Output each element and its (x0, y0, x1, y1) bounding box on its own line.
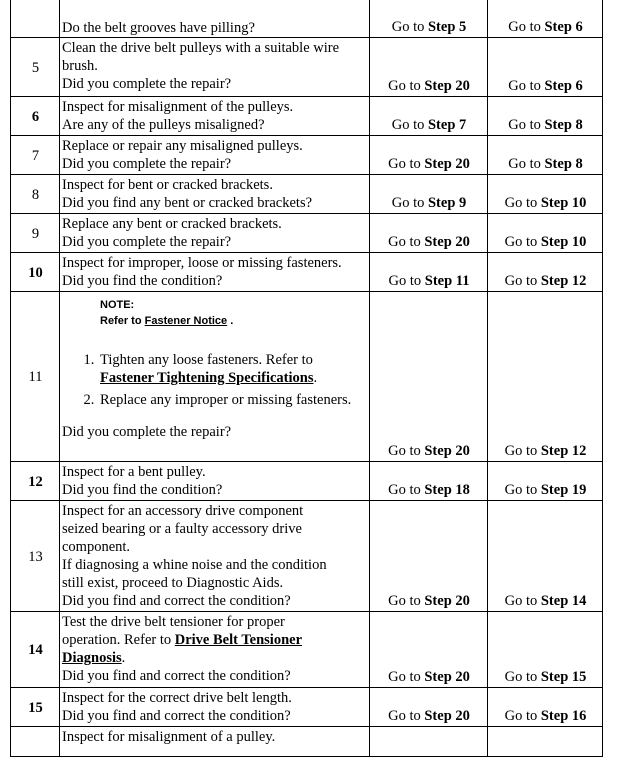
drive-belt-tensioner-diagnosis-link-cont[interactable]: Diagnosis (62, 650, 122, 666)
table-row (11, 501, 603, 612)
yes-cell: Go to Step 20 (370, 214, 488, 253)
yes-cell: Go to Step 9 (370, 175, 488, 214)
action-cell: Inspect for improper, loose or missing fasteners. Did you find the condition? (60, 253, 370, 292)
step-number (11, 727, 60, 757)
action-cell: Inspect for misalignment of a pulley. (60, 727, 370, 757)
action-cell: Replace or repair any misaligned pulleys. Did you complete the repair? (60, 136, 370, 175)
step-number: 13 (11, 501, 60, 612)
action-cell: Inspect for bent or cracked brackets. Did you find any bent or cracked brackets? (60, 175, 370, 214)
step-number: 5 (11, 38, 60, 97)
no-step-link[interactable]: Step 6 (544, 78, 583, 94)
yes-cell: Go to Step 5 (370, 0, 488, 38)
step-number: 14 (11, 612, 60, 688)
no-step-link[interactable]: Step 10 (540, 234, 587, 250)
table-row (11, 292, 603, 462)
no-step-link[interactable]: Step 8 (544, 156, 583, 172)
no-step-link[interactable]: Step 8 (544, 117, 583, 133)
no-cell (488, 727, 603, 757)
step-number: 8 (11, 175, 60, 214)
no-cell: Go to Step 8 (488, 97, 603, 136)
yes-cell: Go to Step 20 (370, 292, 488, 462)
yes-step-link[interactable]: Step 5 (427, 19, 467, 35)
action-cell: Inspect for misalignment of the pulleys. Are any of the pulleys misaligned? (60, 97, 370, 136)
yes-cell: Go to Step 20 (370, 688, 488, 727)
list-item: 1. Tighten any loose fasteners. Refer to Fastener Tightening Specifications. (98, 351, 368, 387)
table-row (11, 462, 603, 501)
no-cell: Go to Step 12 (488, 253, 603, 292)
table-row (11, 688, 603, 727)
no-step-link[interactable]: Step 15 (540, 669, 587, 685)
no-cell: Go to Step 6 (488, 0, 603, 38)
yes-step-link[interactable]: Step 11 (424, 273, 470, 289)
yes-step-link[interactable]: Step 20 (424, 78, 470, 94)
repair-steps-list (62, 351, 368, 409)
action-cell (60, 292, 370, 462)
table-row (11, 214, 603, 253)
yes-step-link[interactable]: Step 20 (424, 669, 470, 685)
no-step-link[interactable]: Step 6 (544, 19, 583, 35)
table-row (11, 612, 603, 688)
action-cell: Clean the drive belt pulleys with a suitable wire brush. Did you complete the repair? (60, 38, 370, 97)
action-cell: Inspect for a bent pulley. Did you find the condition? (60, 462, 370, 501)
table-row (11, 136, 603, 175)
note-label: NOTE: (100, 299, 135, 311)
step-number: 10 (11, 253, 60, 292)
action-cell: Do the belt grooves have pilling? (60, 0, 370, 38)
no-cell: Go to Step 6 (488, 38, 603, 97)
drive-belt-tensioner-diagnosis-link[interactable]: Drive Belt Tensioner (174, 632, 303, 648)
no-step-link[interactable]: Step 12 (540, 273, 587, 289)
no-cell: Go to Step 15 (488, 612, 603, 688)
yes-step-link[interactable]: Step 9 (427, 195, 467, 211)
list-item: 2. Replace any improper or missing fasteners. (98, 391, 368, 409)
step-number: 12 (11, 462, 60, 501)
fastener-tightening-specs-link[interactable]: Fastener Tightening Specifications (100, 370, 314, 386)
yes-step-link[interactable]: Step 7 (427, 117, 467, 133)
no-cell: Go to Step 8 (488, 136, 603, 175)
step-number: 15 (11, 688, 60, 727)
no-cell: Go to Step 19 (488, 462, 603, 501)
yes-step-link[interactable]: Step 18 (424, 482, 470, 498)
yes-step-link[interactable]: Step 20 (424, 593, 470, 609)
step-number: 6 (11, 97, 60, 136)
no-step-link[interactable]: Step 10 (540, 195, 587, 211)
action-cell: Replace any bent or cracked brackets. Did you complete the repair? (60, 214, 370, 253)
table-row (11, 97, 603, 136)
yes-cell: Go to Step 20 (370, 612, 488, 688)
step-number (11, 0, 60, 38)
table-row (11, 727, 603, 757)
no-step-link[interactable]: Step 14 (540, 593, 587, 609)
no-step-link[interactable]: Step 16 (540, 708, 587, 724)
step-number: 9 (11, 214, 60, 253)
table-row (11, 0, 603, 38)
yes-cell: Go to Step 20 (370, 136, 488, 175)
no-cell: Go to Step 14 (488, 501, 603, 612)
action-cell: Inspect for an accessory drive component seized bearing or a faulty accessory drive component. If diagnosing a whine noise and the condition still exist, proceed to Diagnostic Aids. Did you find and correct the condition? (60, 501, 370, 612)
action-cell: Test the drive belt tensioner for proper operation. Refer to Drive Belt Tensioner Diagnosis. Did you find and correct the condition? (60, 612, 370, 688)
step-number: 7 (11, 136, 60, 175)
yes-step-link[interactable]: Step 20 (424, 234, 470, 250)
no-step-link[interactable]: Step 19 (540, 482, 587, 498)
table-row (11, 253, 603, 292)
question: Did you complete the repair? (62, 424, 232, 440)
no-step-link[interactable]: Step 12 (540, 443, 587, 459)
table-row (11, 38, 603, 97)
no-cell: Go to Step 10 (488, 214, 603, 253)
no-cell: Go to Step 12 (488, 292, 603, 462)
yes-cell: Go to Step 7 (370, 97, 488, 136)
note-text: Refer to Fastener Notice . (100, 315, 234, 327)
diagnostic-table (10, 0, 603, 757)
yes-cell: Go to Step 18 (370, 462, 488, 501)
yes-cell: Go to Step 11 (370, 253, 488, 292)
yes-cell: Go to Step 20 (370, 38, 488, 97)
fastener-notice-link[interactable]: Fastener Notice (144, 315, 228, 327)
action-cell: Inspect for the correct drive belt length. Did you find and correct the condition? (60, 688, 370, 727)
table-row (11, 175, 603, 214)
yes-cell: Go to Step 20 (370, 501, 488, 612)
yes-step-link[interactable]: Step 20 (424, 156, 470, 172)
yes-step-link[interactable]: Step 20 (424, 443, 470, 459)
step-number: 11 (11, 292, 60, 462)
yes-step-link[interactable]: Step 20 (424, 708, 470, 724)
no-cell: Go to Step 10 (488, 175, 603, 214)
yes-cell (370, 727, 488, 757)
no-cell: Go to Step 16 (488, 688, 603, 727)
